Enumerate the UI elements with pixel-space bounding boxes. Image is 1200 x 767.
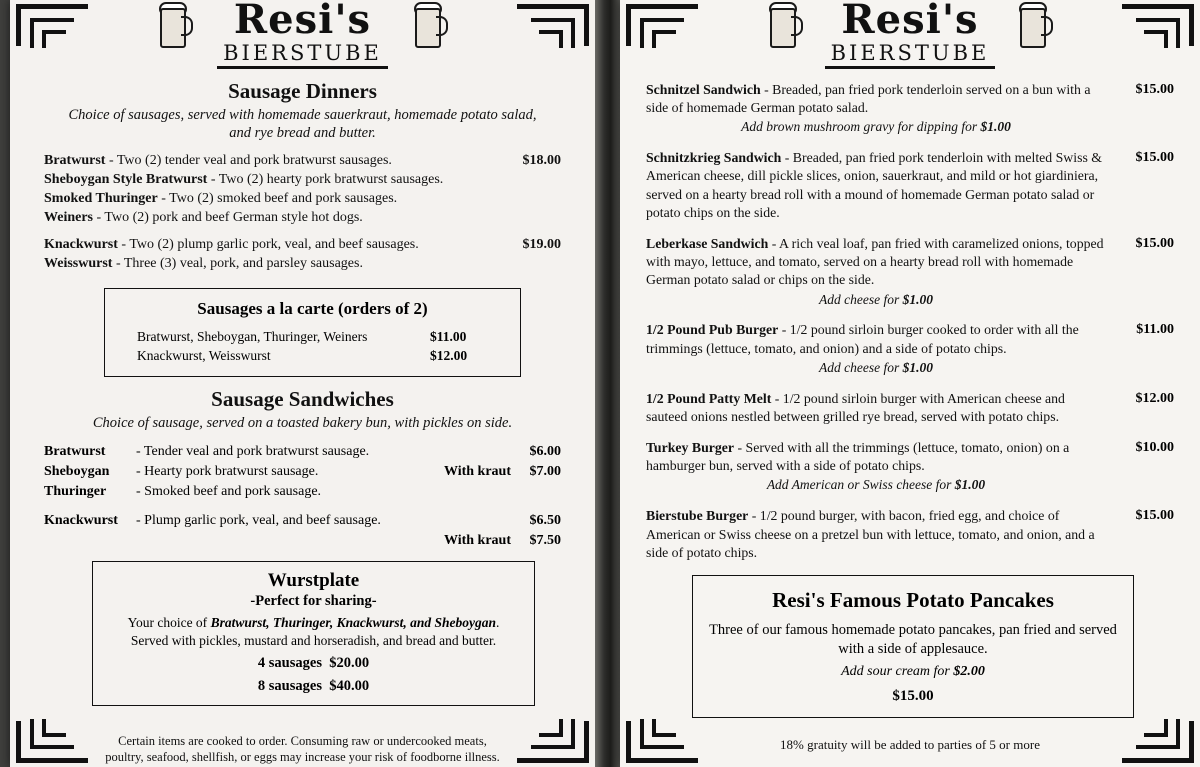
item-desc: Three (3) veal, pork, and parsley sausages.: [123, 255, 363, 271]
item-kraut-label: [433, 511, 511, 531]
item-desc: - Hearty pork bratwurst sausage.: [136, 464, 319, 480]
alacarte-line: [115, 327, 510, 347]
beer-mug-icon: [415, 2, 445, 48]
restaurant-subtitle: BIERSTUBE: [825, 41, 996, 69]
item-name: Smoked Thuringer: [44, 191, 158, 207]
potato-pancakes-desc: Three of our famous homemade potato pancakes, pan fried and served with a side of applesauce.: [709, 621, 1117, 658]
potato-pancakes-heading: Resi's Famous Potato Pancakes: [772, 587, 1054, 612]
item-desc: Two (2) tender veal and pork bratwurst sausages.: [116, 153, 392, 169]
item-price: $7.50: [529, 533, 561, 549]
item-price: $15.00: [1135, 236, 1174, 252]
wurstplate-prices-2: [105, 678, 522, 695]
menu-item: [44, 442, 561, 462]
wurstplate-box: [92, 561, 535, 706]
restaurant-logo: [620, 0, 1200, 69]
menu-item: [44, 531, 561, 551]
menu-right-page: [620, 0, 1200, 767]
menu-item: Sheboygan Style Bratwurst - Two (2) hearty pork bratwurst sausages.: [44, 172, 444, 188]
menu-item: [646, 321, 1174, 376]
item-name: Sheboygan Style Bratwurst: [44, 172, 208, 188]
potato-pancakes-addon: [705, 664, 1121, 680]
item-price: $19.00: [522, 236, 561, 252]
item-name: Knackwurst: [44, 236, 118, 252]
item-addon: [646, 359, 1106, 377]
corner-ornament-bottom-right: [1122, 703, 1194, 763]
menu-item: [646, 390, 1174, 426]
alacarte-heading: Sausages a la carte (orders of 2): [197, 298, 428, 318]
item-addon-text: Add cheese for: [819, 291, 903, 307]
item-price: $12.00: [1135, 390, 1174, 406]
item-kraut-label: With kraut: [443, 464, 511, 480]
item-addon: [646, 476, 1106, 494]
item-name: 1/2 Pound Patty Melt: [646, 390, 772, 406]
item-price: $15.00: [1135, 82, 1174, 97]
menu-item: [646, 507, 1174, 562]
item-desc: - Plump garlic pork, veal, and beef sausage.: [136, 512, 381, 528]
alacarte-price: $11.00: [430, 328, 467, 344]
item-addon-price: $1.00: [902, 359, 933, 375]
alacarte-text: Bratwurst, Sheboygan, Thuringer, Weiners: [137, 328, 368, 344]
item-desc: - Tender veal and pork bratwurst sausage.: [136, 443, 370, 459]
item-name: Sheboygan: [44, 464, 110, 480]
item-price: $7.00: [529, 464, 561, 480]
item-desc: [136, 531, 433, 551]
wurstplate-value-4: $20.00: [329, 655, 370, 672]
menu-item: Weiners - Two (2) pork and beef German style hot dogs.: [44, 209, 363, 225]
item-kraut-label: With kraut: [443, 533, 511, 549]
item-name: Weiners: [44, 209, 93, 225]
item-addon: [646, 118, 1106, 136]
item-desc: Two (2) plump garlic pork, veal, and beef sausages.: [129, 236, 419, 252]
wurstplate-desc-pre: Your choice of: [127, 615, 211, 631]
item-price: $11.00: [1136, 322, 1174, 338]
potato-pancakes-box: [692, 575, 1134, 718]
wurstplate-price-4: [255, 655, 373, 672]
section-heading-sausage-dinners: Sausage Dinners: [228, 79, 377, 103]
alacarte-box: [104, 288, 521, 377]
menu-left-page: [10, 0, 595, 767]
item-desc: - A rich veal loaf, pan fried with caramelized onions, topped with mayo, lettuce, and tomato, served on a hearty bread roll with homemade German potato salad or chips on the side.: [646, 236, 1104, 288]
item-name: Knackwurst: [44, 512, 118, 528]
gratuity-note: 18% gratuity will be added to parties of 5 or more: [780, 737, 1040, 752]
alacarte-text: Knackwurst, Weisswurst: [137, 348, 271, 364]
item-name: Leberkase Sandwich: [646, 236, 769, 252]
restaurant-logo: [10, 0, 595, 69]
restaurant-name: Resi's: [233, 0, 372, 43]
item-name: [44, 531, 136, 551]
menu-item: [44, 482, 561, 502]
section-note-sausage-dinners: Choice of sausages, served with homemade sauerkraut, homemade potato salad, and rye bread and butter.: [68, 107, 537, 142]
menu-item: [44, 462, 561, 482]
menu-group-dinners-19: [44, 236, 561, 274]
item-addon: [646, 291, 1106, 309]
item-kraut-label: [433, 442, 511, 462]
item-desc: - Breaded, pan fried pork tenderloin served on a bun with a side of homemade German potato salad.: [646, 82, 1091, 116]
item-name: Thuringer: [44, 484, 107, 500]
menu-spine: [595, 0, 621, 767]
wurstplate-prices: [105, 655, 522, 672]
menu-group-sandwiches: [44, 442, 561, 503]
menu-item: [646, 235, 1174, 308]
wurstplate-price-8: [255, 678, 373, 695]
beer-mug-icon: [770, 2, 800, 48]
menu-item: Bratwurst - Two (2) tender veal and pork bratwurst sausages. $18.00: [44, 152, 561, 171]
menu-item: [646, 439, 1174, 494]
item-kraut-label: [433, 482, 511, 502]
item-price: $6.50: [529, 512, 561, 528]
item-price: $6.00: [529, 443, 561, 459]
wurstplate-value-8: $40.00: [329, 678, 370, 695]
wurstplate-tagline: -Perfect for sharing-: [250, 593, 377, 610]
menu-item: [646, 81, 1174, 136]
section-heading-sausage-sandwiches: Sausage Sandwiches: [211, 386, 394, 411]
potato-pancakes-addon-text: Add sour cream for: [841, 664, 954, 680]
section-note-sausage-sandwiches: Choice of sausage, served on a toasted bakery bun, with pickles on side.: [92, 414, 513, 431]
item-desc: - Smoked beef and pork sausage.: [136, 484, 322, 500]
item-desc: Two (2) pork and beef German style hot dogs.: [104, 209, 363, 225]
item-name: Bratwurst: [44, 153, 106, 169]
item-desc: Two (2) hearty pork bratwurst sausages.: [218, 172, 444, 188]
item-name: Bierstube Burger: [646, 508, 749, 524]
item-desc: - 1/2 pound burger, with bacon, fried egg, and choice of American or Swiss cheese on a pretzel bun with lettuce, tomato, and onion, and a side of potato chips.: [646, 508, 1095, 560]
alacarte-price: $12.00: [430, 348, 468, 364]
beer-mug-icon: [1020, 2, 1050, 48]
item-name: Schnitzel Sandwich: [646, 82, 761, 97]
item-name: 1/2 Pound Pub Burger: [646, 322, 779, 338]
item-addon-price: $1.00: [980, 119, 1011, 135]
menu-item: Knackwurst - Two (2) plump garlic pork, veal, and beef sausages. $19.00: [44, 236, 561, 255]
item-addon-text: Add American or Swiss cheese for: [766, 477, 955, 493]
wurstplate-desc-post: . Served with pickles, mustard and horseradish, and bread and butter.: [130, 615, 500, 648]
item-price: $10.00: [1135, 440, 1174, 456]
item-price: $15.00: [1135, 150, 1174, 166]
item-addon-text: Add brown mushroom gravy for dipping for: [741, 119, 981, 135]
menu-item: Smoked Thuringer - Two (2) smoked beef and pork sausages.: [44, 191, 398, 207]
item-addon-price: $1.00: [954, 477, 986, 493]
item-price: [511, 482, 561, 502]
menu-item: [44, 511, 561, 531]
item-desc: - 1/2 pound sirloin burger with American cheese and sauteed onions nestled between grilled rye bread, served with potato chips.: [646, 390, 1065, 424]
item-desc: Two (2) smoked beef and pork sausages.: [169, 191, 398, 207]
beer-mug-icon: [160, 2, 190, 48]
item-price: $18.00: [522, 153, 561, 169]
wurstplate-desc: [111, 614, 516, 649]
menu-group-sandwiches-knackwurst: [44, 511, 561, 552]
item-name: Weisswurst: [44, 255, 113, 271]
item-desc: - Breaded, pan fried pork tenderloin with melted Swiss & American cheese, dill pickle slices, onion, sauerkraut, and mild or hot giardiniera, served on a hearty bread roll with a mound of homemade German potato salad or potato chips on the side.: [646, 150, 1103, 220]
item-desc: - Served with all the trimmings (lettuce, tomato, onion) on a hamburger bun, served with a side of potato chips.: [646, 440, 1070, 474]
wurstplate-label-8: 8 sausages: [257, 678, 322, 695]
menu-group-dinners-18: [44, 152, 561, 228]
item-desc: - 1/2 pound sirloin burger cooked to order with all the trimmings (lettuce, tomato, and onion) and a side of potato chips.: [646, 322, 1079, 356]
corner-ornament-bottom-left: [626, 703, 698, 763]
item-name: Turkey Burger: [646, 440, 735, 456]
item-addon-price: $1.00: [902, 291, 933, 307]
restaurant-subtitle: BIERSTUBE: [217, 41, 388, 69]
menu-item: Weisswurst - Three (3) veal, pork, and parsley sausages.: [44, 255, 363, 271]
alacarte-line: [115, 346, 510, 366]
cooked-to-order-disclaimer: Certain items are cooked to order. Consuming raw or undercooked meats, poultry, seafood, shellfish, or eggs may increase your risk of foodborne illness.: [105, 733, 500, 764]
potato-pancakes-addon-price: $2.00: [953, 664, 985, 680]
wurstplate-label-4: 4 sausages: [257, 655, 322, 672]
item-price: $15.00: [1135, 508, 1174, 524]
item-name: Schnitzkrieg Sandwich: [646, 150, 782, 166]
restaurant-name: Resi's: [841, 0, 979, 43]
item-addon-text: Add cheese for: [819, 359, 903, 375]
wurstplate-heading: Wurstplate: [267, 570, 360, 592]
menu-item: [646, 149, 1174, 222]
wurstplate-choices: Bratwurst, Thuringer, Knackwurst, and Sheboygan: [210, 615, 497, 631]
potato-pancakes-price: $15.00: [892, 688, 934, 705]
item-name: Bratwurst: [44, 443, 106, 459]
